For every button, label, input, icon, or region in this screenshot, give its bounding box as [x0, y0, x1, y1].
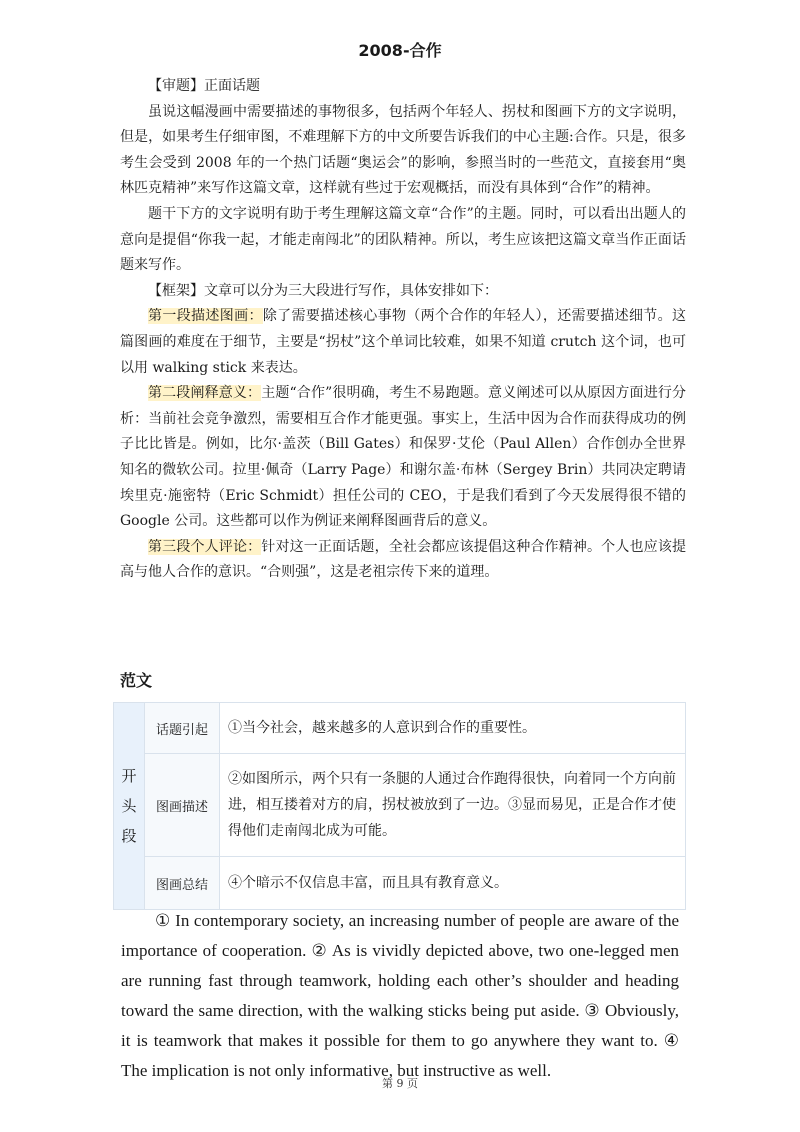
framework-paragraph-3 — [120, 535, 686, 586]
framework-paragraph-2-text: 主题“合作”很明确，考生不易跑题。意义阐述可以从原因方面进行分析：当前社会竞争激烈，需要相互合作才能更强。事实上，生活中因为合作而获得成功的例子比比皆是。例如，比尔·盖茨（Bill Gates）和保罗·艾伦（Paul Allen）合作创办全世界知名的微软公司。拉里·佩奇（Larry Page）和谢尔盖·布林（Sergey Brin）共同决定聘请埃里克·施密特（Eric Schmidt）担任公司的 CEO，于是我们看到了今天发展得很不错的 Google 公司。这些都可以作为例证来阐释图画背后的意义。 — [120, 385, 686, 530]
framework-paragraph-1-label: 第一段描述图画： — [148, 308, 263, 325]
row-label: 图画描述 — [145, 754, 220, 857]
kuangjia-heading: 【框架】文章可以分为三大段进行写作，具体安排如下： — [148, 282, 498, 299]
framework-paragraph-2-label: 第二段阐释意义： — [148, 385, 262, 402]
model-essay-heading: 范文 — [120, 671, 153, 690]
shenti-paragraph-1: 虽说这幅漫画中需要描述的事物很多，包括两个年轻人、拐杖和图画下方的文字说明，但是，如果考生仔细审图，不难理解下方的中文所要告诉我们的中心主题:合作。只是，很多考生会受到 2008 年的一个热门话题“奥运会”的影响，参照当时的一些范文，直接套用“奥林匹克精神”来写作这篇文章，这样就有些过于宏观概括，而没有具体到“合作”的精神。 — [120, 103, 686, 197]
framework-paragraph-1-text: 除了需要描述核心事物（两个合作的年轻人），还需要描述细节。这篇图画的难度在于细节，主要是“拐杖”这个单词比较难，如果不知道 crutch 这个词，也可以用 walking stick 来表达。 — [120, 308, 686, 376]
row-content: ①当今社会，越来越多的人意识到合作的重要性。 — [220, 703, 686, 754]
page-number: 第 9 页 — [382, 1077, 418, 1090]
analysis-section — [120, 74, 686, 586]
group-label-text: 开 头 段 — [121, 767, 137, 845]
framework-paragraph-2 — [120, 381, 686, 535]
group-label — [114, 703, 145, 910]
framework-paragraph-1 — [120, 304, 686, 381]
row-content: ④个暗示不仅信息丰富，而且具有教育意义。 — [220, 857, 686, 910]
framework-paragraph-3-label: 第三段个人评论： — [148, 538, 262, 555]
framework-paragraph-3-text: 针对这一正面话题，全社会都应该提倡这种合作精神。个人也应该提高与他人合作的意识。“合则强”，这是老祖宗传下来的道理。 — [120, 538, 686, 581]
row-label: 话题引起 — [145, 703, 220, 754]
shenti-heading: 【审题】正面话题 — [148, 78, 260, 94]
english-essay: ① In contemporary society, an increasing number of people are aware of the importance of cooperation. ② As is vividly depicted above, two one-legged men are running fast through teamwork, holding each other’s shoulder and heading toward the same direction, with the walking sticks being put aside. ③ Obviously, it is teamwork that makes it possible for them to go anywhere they want to. ④ The implication is not only informative, but instructive as well. — [121, 911, 679, 1080]
shenti-paragraph-2: 题干下方的文字说明有助于考生理解这篇文章“合作”的主题。同时，可以看出出题人的意向是提倡“你我一起，才能走南闯北”的团队精神。所以，考生应该把这篇文章当作正面话题来写作。 — [120, 205, 686, 274]
row-label: 图画总结 — [145, 857, 220, 910]
essay-outline-table — [113, 702, 686, 910]
table-row — [114, 703, 686, 754]
table-row — [114, 754, 686, 857]
table-row — [114, 857, 686, 910]
row-content: ②如图所示，两个只有一条腿的人通过合作跑得很快，向着同一个方向前进，相互搂着对方的肩，拐杖被放到了一边。③显而易见，正是合作才使得他们走南闯北成为可能。 — [220, 754, 686, 857]
page-title: 2008-合作 — [358, 41, 442, 60]
